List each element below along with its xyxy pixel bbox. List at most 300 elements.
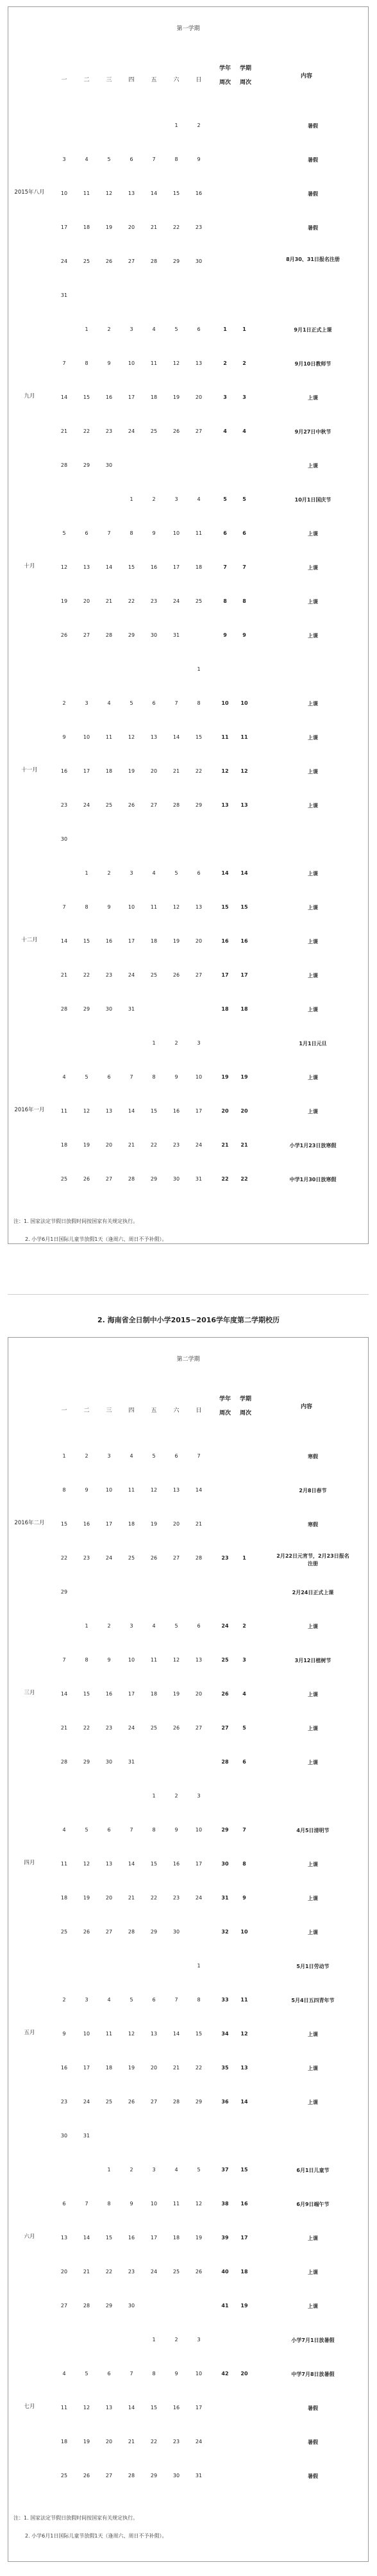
day-cell: 2 bbox=[130, 2167, 133, 2173]
day-cell: 5 bbox=[107, 156, 111, 162]
day-cell: 24 bbox=[195, 1895, 203, 1901]
school-year-week: 24 bbox=[221, 1623, 229, 1629]
day-cell: 13 bbox=[195, 1657, 203, 1663]
day-cell: 22 bbox=[83, 1725, 90, 1731]
day-cell: 14 bbox=[105, 564, 113, 570]
day-cell: 11 bbox=[150, 904, 158, 910]
day-cell: 19 bbox=[60, 598, 68, 604]
footnote: 2. 小学6月1日国际儿童节放假1天（逢周六、周日不予补假）。 bbox=[25, 2533, 167, 2539]
day-cell: 19 bbox=[83, 1142, 90, 1148]
week-note: 9月1日正式上课 bbox=[294, 327, 332, 333]
semester-week: 14 bbox=[240, 2099, 248, 2105]
day-cell: 7 bbox=[130, 1074, 133, 1080]
semester-week: 4 bbox=[242, 1691, 246, 1697]
week-note: 上课 bbox=[308, 1692, 318, 1697]
day-cell: 10 bbox=[83, 2031, 90, 2037]
day-cell: 10 bbox=[128, 1657, 135, 1663]
semester-week: 19 bbox=[240, 1074, 248, 1080]
semester-week: 13 bbox=[240, 2065, 248, 2071]
divider bbox=[8, 1294, 369, 1295]
day-cell: 15 bbox=[172, 190, 180, 196]
school-year-week: 18 bbox=[221, 1006, 229, 1012]
day-cell: 12 bbox=[150, 1487, 158, 1493]
month-label: 十二月 bbox=[21, 937, 38, 943]
school-year-week: 1 bbox=[223, 326, 227, 332]
semester-week: 3 bbox=[242, 1657, 246, 1663]
day-cell: 20 bbox=[105, 1895, 113, 1901]
day-cell: 5 bbox=[130, 1997, 133, 2003]
day-cell: 7 bbox=[130, 2371, 133, 2377]
day-cell: 24 bbox=[195, 1142, 203, 1148]
day-cell: 8 bbox=[107, 2201, 111, 2207]
day-cell: 8 bbox=[85, 1657, 88, 1663]
month-label: 三月 bbox=[24, 1690, 35, 1696]
day-cell: 7 bbox=[130, 1827, 133, 1833]
day-cell: 2 bbox=[152, 496, 156, 502]
day-cell: 13 bbox=[83, 564, 90, 570]
day-cell: 20 bbox=[60, 2269, 68, 2275]
week-note: 小学1月23日放寒假 bbox=[289, 1143, 337, 1149]
day-cell: 18 bbox=[60, 1142, 68, 1148]
day-cell: 3 bbox=[107, 1453, 111, 1459]
day-cell: 13 bbox=[128, 190, 135, 196]
school-year-week: 5 bbox=[223, 496, 227, 502]
day-cell: 2 bbox=[174, 1040, 178, 1046]
day-cell: 16 bbox=[172, 2405, 180, 2411]
day-cell: 7 bbox=[152, 156, 156, 162]
day-cell: 27 bbox=[195, 972, 203, 978]
day-cell: 30 bbox=[128, 2303, 135, 2309]
day-cell: 20 bbox=[128, 224, 135, 230]
day-cell: 17 bbox=[105, 1521, 113, 1527]
day-cell: 15 bbox=[195, 2031, 203, 2037]
day-cell: 17 bbox=[128, 938, 135, 944]
day-cell: 8 bbox=[152, 2371, 156, 2377]
day-cell: 24 bbox=[105, 1555, 113, 1561]
day-cell: 8 bbox=[85, 360, 88, 366]
semester-week: 9 bbox=[242, 632, 246, 638]
day-cell: 1 bbox=[152, 1040, 156, 1046]
day-cell: 29 bbox=[83, 462, 90, 468]
day-cell: 13 bbox=[105, 2405, 113, 2411]
day-cell: 23 bbox=[60, 802, 68, 808]
day-cell: 19 bbox=[172, 394, 180, 400]
semester-week: 9 bbox=[242, 1895, 246, 1901]
day-cell: 4 bbox=[174, 2167, 178, 2173]
week-note: 1月1日元旦 bbox=[299, 1041, 327, 1047]
school-year-week: 33 bbox=[221, 1997, 229, 2003]
week-note: 上课 bbox=[308, 803, 318, 809]
day-cell: 23 bbox=[83, 1555, 90, 1561]
day-cell: 2 bbox=[107, 1623, 111, 1629]
week-note: 4月5日清明节 bbox=[296, 1828, 330, 1833]
day-cell: 22 bbox=[150, 1895, 158, 1901]
week-note: 9月27日中秋节 bbox=[294, 429, 331, 435]
semester-week: 1 bbox=[242, 326, 246, 332]
week-note: 上课 bbox=[308, 2235, 318, 2241]
day-cell: 3 bbox=[62, 156, 66, 162]
weekday-header: 二 bbox=[83, 1408, 90, 1414]
weekday-header: 三 bbox=[106, 1408, 112, 1414]
day-cell: 4 bbox=[197, 496, 201, 502]
week-note: 上课 bbox=[308, 1075, 318, 1081]
day-cell: 5 bbox=[85, 1827, 88, 1833]
day-cell: 26 bbox=[172, 428, 180, 434]
semester-week: 13 bbox=[240, 802, 248, 808]
month-label: 十一月 bbox=[21, 767, 38, 773]
semester-week: 18 bbox=[240, 1006, 248, 1012]
day-cell: 31 bbox=[128, 1006, 135, 1012]
month-label: 四月 bbox=[24, 1860, 35, 1866]
day-cell: 9 bbox=[107, 904, 111, 910]
day-cell: 16 bbox=[60, 768, 68, 774]
day-cell: 24 bbox=[83, 2099, 90, 2105]
day-cell: 5 bbox=[85, 2371, 88, 2377]
day-cell: 14 bbox=[60, 394, 68, 400]
day-cell: 22 bbox=[195, 2065, 203, 2071]
school-year-week-header-2: 周次 bbox=[219, 80, 231, 86]
day-cell: 8 bbox=[197, 700, 201, 706]
day-cell: 8 bbox=[62, 1487, 66, 1493]
day-cell: 11 bbox=[60, 1108, 68, 1114]
day-cell: 7 bbox=[197, 1453, 201, 1459]
day-cell: 30 bbox=[60, 836, 68, 842]
weekday-header: 一 bbox=[61, 77, 67, 83]
day-cell: 5 bbox=[174, 1623, 178, 1629]
day-cell: 20 bbox=[150, 2065, 158, 2071]
weekday-header: 二 bbox=[83, 77, 90, 83]
day-cell: 4 bbox=[152, 326, 156, 332]
semester-week: 5 bbox=[242, 1725, 246, 1731]
day-cell: 5 bbox=[174, 326, 178, 332]
day-cell: 10 bbox=[128, 360, 135, 366]
day-cell: 25 bbox=[150, 428, 158, 434]
day-cell: 7 bbox=[85, 2201, 88, 2207]
week-note: 6月1日儿童节 bbox=[296, 2168, 330, 2173]
day-cell: 24 bbox=[83, 802, 90, 808]
day-cell: 4 bbox=[85, 156, 88, 162]
day-cell: 6 bbox=[197, 326, 201, 332]
semester-week: 15 bbox=[240, 2167, 248, 2173]
day-cell: 16 bbox=[105, 938, 113, 944]
school-year-week: 32 bbox=[221, 1929, 229, 1935]
week-note: 小学7月1日放暑假 bbox=[291, 2337, 335, 2343]
day-cell: 8 bbox=[85, 904, 88, 910]
day-cell: 26 bbox=[60, 632, 68, 638]
day-cell: 14 bbox=[172, 734, 180, 740]
school-year-week: 7 bbox=[223, 564, 227, 570]
day-cell: 27 bbox=[195, 428, 203, 434]
semester-week: 6 bbox=[242, 1759, 246, 1765]
day-cell: 25 bbox=[60, 1176, 68, 1182]
semester-week: 22 bbox=[240, 1176, 248, 1182]
day-cell: 1 bbox=[174, 122, 178, 128]
day-cell: 18 bbox=[150, 1691, 158, 1697]
day-cell: 22 bbox=[83, 428, 90, 434]
day-cell: 9 bbox=[130, 2201, 133, 2207]
day-cell: 26 bbox=[83, 1176, 90, 1182]
day-cell: 27 bbox=[150, 802, 158, 808]
day-cell: 7 bbox=[107, 530, 111, 536]
day-cell: 21 bbox=[150, 224, 158, 230]
school-year-week: 10 bbox=[221, 700, 229, 706]
week-note: 2月8日春节 bbox=[299, 1488, 327, 1494]
day-cell: 2 bbox=[62, 700, 66, 706]
day-cell: 23 bbox=[150, 598, 158, 604]
day-cell: 11 bbox=[105, 2031, 113, 2037]
month-label: 六月 bbox=[24, 2234, 35, 2240]
day-cell: 17 bbox=[195, 2405, 203, 2411]
content-header: 内容 bbox=[300, 73, 312, 80]
week-note: 上课 bbox=[308, 633, 318, 639]
semester-week-header-2: 周次 bbox=[239, 1410, 251, 1417]
school-year-week: 12 bbox=[221, 768, 229, 774]
day-cell: 22 bbox=[150, 2439, 158, 2445]
day-cell: 10 bbox=[172, 530, 180, 536]
semester-week: 8 bbox=[242, 1861, 246, 1867]
school-year-week: 16 bbox=[221, 938, 229, 944]
semester-week: 18 bbox=[240, 2269, 248, 2275]
school-year-week: 31 bbox=[221, 1895, 229, 1901]
semester-week: 5 bbox=[242, 496, 246, 502]
week-note: 上课 bbox=[308, 939, 318, 945]
day-cell: 4 bbox=[107, 700, 111, 706]
day-cell: 21 bbox=[172, 768, 180, 774]
week-note: 中学7月8日放暑假 bbox=[291, 2371, 335, 2377]
day-cell: 29 bbox=[83, 1006, 90, 1012]
day-cell: 1 bbox=[197, 666, 201, 672]
day-cell: 13 bbox=[172, 1487, 180, 1493]
day-cell: 23 bbox=[172, 1142, 180, 1148]
week-note: 8月30、31日报名注册 bbox=[286, 257, 340, 262]
day-cell: 6 bbox=[85, 530, 88, 536]
day-cell: 3 bbox=[130, 870, 133, 876]
day-cell: 28 bbox=[60, 462, 68, 468]
week-note: 9月10日教师节 bbox=[294, 361, 331, 367]
school-year-week: 27 bbox=[221, 1725, 229, 1731]
content-header: 内容 bbox=[300, 1404, 312, 1410]
week-note: 上课 bbox=[308, 1726, 318, 1731]
week-note: 上课 bbox=[308, 463, 318, 469]
day-cell: 13 bbox=[105, 1861, 113, 1867]
day-cell: 3 bbox=[174, 496, 178, 502]
day-cell: 11 bbox=[150, 360, 158, 366]
day-cell: 10 bbox=[105, 1487, 113, 1493]
day-cell: 21 bbox=[60, 972, 68, 978]
day-cell: 24 bbox=[172, 598, 180, 604]
day-cell: 23 bbox=[105, 428, 113, 434]
day-cell: 9 bbox=[62, 734, 66, 740]
day-cell: 18 bbox=[150, 394, 158, 400]
day-cell: 19 bbox=[195, 2235, 203, 2241]
school-year-week: 35 bbox=[221, 2065, 229, 2071]
day-cell: 21 bbox=[128, 1142, 135, 1148]
weekday-header: 日 bbox=[196, 1408, 202, 1414]
day-cell: 21 bbox=[105, 598, 113, 604]
semester-week: 17 bbox=[240, 972, 248, 978]
day-cell: 14 bbox=[60, 938, 68, 944]
day-cell: 24 bbox=[195, 2439, 203, 2445]
day-cell: 17 bbox=[172, 564, 180, 570]
week-note: 上课 bbox=[308, 2100, 318, 2105]
day-cell: 26 bbox=[105, 258, 113, 264]
day-cell: 7 bbox=[174, 1997, 178, 2003]
day-cell: 22 bbox=[195, 768, 203, 774]
day-cell: 16 bbox=[172, 1108, 180, 1114]
day-cell: 16 bbox=[150, 564, 158, 570]
school-year-week: 37 bbox=[221, 2167, 229, 2173]
day-cell: 1 bbox=[197, 1963, 201, 1969]
month-label: 2016年二月 bbox=[14, 1520, 45, 1526]
day-cell: 28 bbox=[172, 2099, 180, 2105]
semester-week: 2 bbox=[242, 360, 246, 366]
month-label: 2015年八月 bbox=[14, 189, 45, 196]
day-cell: 6 bbox=[107, 1074, 111, 1080]
day-cell: 29 bbox=[172, 258, 180, 264]
day-cell: 24 bbox=[128, 1725, 135, 1731]
day-cell: 25 bbox=[150, 972, 158, 978]
month-label: 2016年一月 bbox=[14, 1107, 45, 1113]
day-cell: 2 bbox=[174, 1793, 178, 1799]
semester2-title: 第二学期 bbox=[176, 1356, 200, 1363]
day-cell: 12 bbox=[128, 734, 135, 740]
semester-week: 12 bbox=[240, 2031, 248, 2037]
school-year-week: 17 bbox=[221, 972, 229, 978]
day-cell: 17 bbox=[83, 2065, 90, 2071]
day-cell: 13 bbox=[150, 2031, 158, 2037]
week-note: 上课 bbox=[308, 1109, 318, 1115]
day-cell: 1 bbox=[85, 326, 88, 332]
week-note: 上课 bbox=[308, 769, 318, 775]
semester-week: 2 bbox=[242, 1623, 246, 1629]
day-cell: 12 bbox=[172, 360, 180, 366]
semester-week-header-2: 周次 bbox=[239, 80, 251, 86]
day-cell: 12 bbox=[172, 904, 180, 910]
day-cell: 26 bbox=[128, 802, 135, 808]
week-note: 上课 bbox=[308, 599, 318, 605]
day-cell: 20 bbox=[172, 1521, 180, 1527]
school-year-week: 3 bbox=[223, 394, 227, 400]
day-cell: 15 bbox=[150, 1861, 158, 1867]
day-cell: 19 bbox=[105, 224, 113, 230]
day-cell: 17 bbox=[195, 1108, 203, 1114]
semester-week: 21 bbox=[240, 1142, 248, 1148]
week-note: 暑假 bbox=[308, 2405, 318, 2411]
week-note: 上课 bbox=[308, 2066, 318, 2071]
semester-week: 1 bbox=[242, 1555, 246, 1561]
day-cell: 28 bbox=[128, 1176, 135, 1182]
week-note: 5月4日五四青年节 bbox=[291, 1998, 335, 2003]
day-cell: 26 bbox=[128, 2099, 135, 2105]
day-cell: 18 bbox=[128, 1521, 135, 1527]
day-cell: 30 bbox=[105, 1006, 113, 1012]
day-cell: 2 bbox=[197, 122, 201, 128]
week-note: 中学1月30日放寒假 bbox=[289, 1177, 337, 1183]
day-cell: 10 bbox=[83, 734, 90, 740]
day-cell: 27 bbox=[105, 1929, 113, 1935]
day-cell: 7 bbox=[62, 360, 66, 366]
day-cell: 19 bbox=[172, 1691, 180, 1697]
school-year-week: 2 bbox=[223, 360, 227, 366]
day-cell: 15 bbox=[150, 1108, 158, 1114]
day-cell: 11 bbox=[83, 190, 90, 196]
day-cell: 1 bbox=[107, 2167, 111, 2173]
day-cell: 31 bbox=[60, 292, 68, 298]
day-cell: 29 bbox=[105, 2303, 113, 2309]
week-note: 上课 bbox=[308, 565, 318, 571]
semester-week: 6 bbox=[242, 530, 246, 536]
day-cell: 26 bbox=[150, 1555, 158, 1561]
day-cell: 8 bbox=[174, 156, 178, 162]
day-cell: 2 bbox=[107, 870, 111, 876]
school-year-week: 21 bbox=[221, 1142, 229, 1148]
day-cell: 19 bbox=[83, 1895, 90, 1901]
semester1-panel bbox=[8, 6, 369, 1244]
day-cell: 12 bbox=[105, 190, 113, 196]
weekday-header: 四 bbox=[128, 1408, 135, 1414]
school-year-week: 41 bbox=[221, 2303, 229, 2309]
school-year-week: 25 bbox=[221, 1657, 229, 1663]
semester-week: 10 bbox=[240, 1929, 248, 1935]
day-cell: 22 bbox=[150, 1142, 158, 1148]
day-cell: 1 bbox=[130, 496, 133, 502]
day-cell: 9 bbox=[174, 2371, 178, 2377]
day-cell: 13 bbox=[195, 904, 203, 910]
school-year-week: 9 bbox=[223, 632, 227, 638]
semester-week: 19 bbox=[240, 2303, 248, 2309]
day-cell: 11 bbox=[172, 2201, 180, 2207]
day-cell: 19 bbox=[172, 938, 180, 944]
day-cell: 7 bbox=[62, 904, 66, 910]
day-cell: 21 bbox=[60, 428, 68, 434]
school-year-week: 36 bbox=[221, 2099, 229, 2105]
month-label: 五月 bbox=[24, 2030, 35, 2036]
day-cell: 11 bbox=[105, 734, 113, 740]
day-cell: 16 bbox=[105, 394, 113, 400]
day-cell: 25 bbox=[150, 1725, 158, 1731]
day-cell: 10 bbox=[128, 904, 135, 910]
weekday-header: 五 bbox=[151, 77, 157, 83]
day-cell: 28 bbox=[128, 2473, 135, 2479]
day-cell: 9 bbox=[174, 1074, 178, 1080]
weekday-header: 日 bbox=[196, 77, 202, 83]
day-cell: 30 bbox=[172, 1929, 180, 1935]
day-cell: 4 bbox=[152, 870, 156, 876]
day-cell: 25 bbox=[105, 2099, 113, 2105]
day-cell: 18 bbox=[83, 224, 90, 230]
day-cell: 18 bbox=[172, 2235, 180, 2241]
day-cell: 13 bbox=[105, 1108, 113, 1114]
month-label: 十月 bbox=[24, 563, 35, 569]
day-cell: 31 bbox=[83, 2133, 90, 2139]
day-cell: 16 bbox=[128, 2235, 135, 2241]
day-cell: 20 bbox=[150, 768, 158, 774]
day-cell: 11 bbox=[150, 1657, 158, 1663]
day-cell: 14 bbox=[150, 190, 158, 196]
day-cell: 30 bbox=[60, 2133, 68, 2139]
week-note: 上课 bbox=[308, 871, 318, 877]
day-cell: 6 bbox=[62, 2201, 66, 2207]
day-cell: 4 bbox=[62, 1074, 66, 1080]
day-cell: 3 bbox=[197, 1040, 201, 1046]
day-cell: 6 bbox=[197, 1623, 201, 1629]
week-note: 上课 bbox=[308, 395, 318, 401]
semester-week-header: 学期 bbox=[239, 1396, 251, 1402]
weekday-header: 五 bbox=[151, 1408, 157, 1414]
day-cell: 27 bbox=[105, 2473, 113, 2479]
day-cell: 27 bbox=[150, 2099, 158, 2105]
day-cell: 11 bbox=[195, 530, 203, 536]
